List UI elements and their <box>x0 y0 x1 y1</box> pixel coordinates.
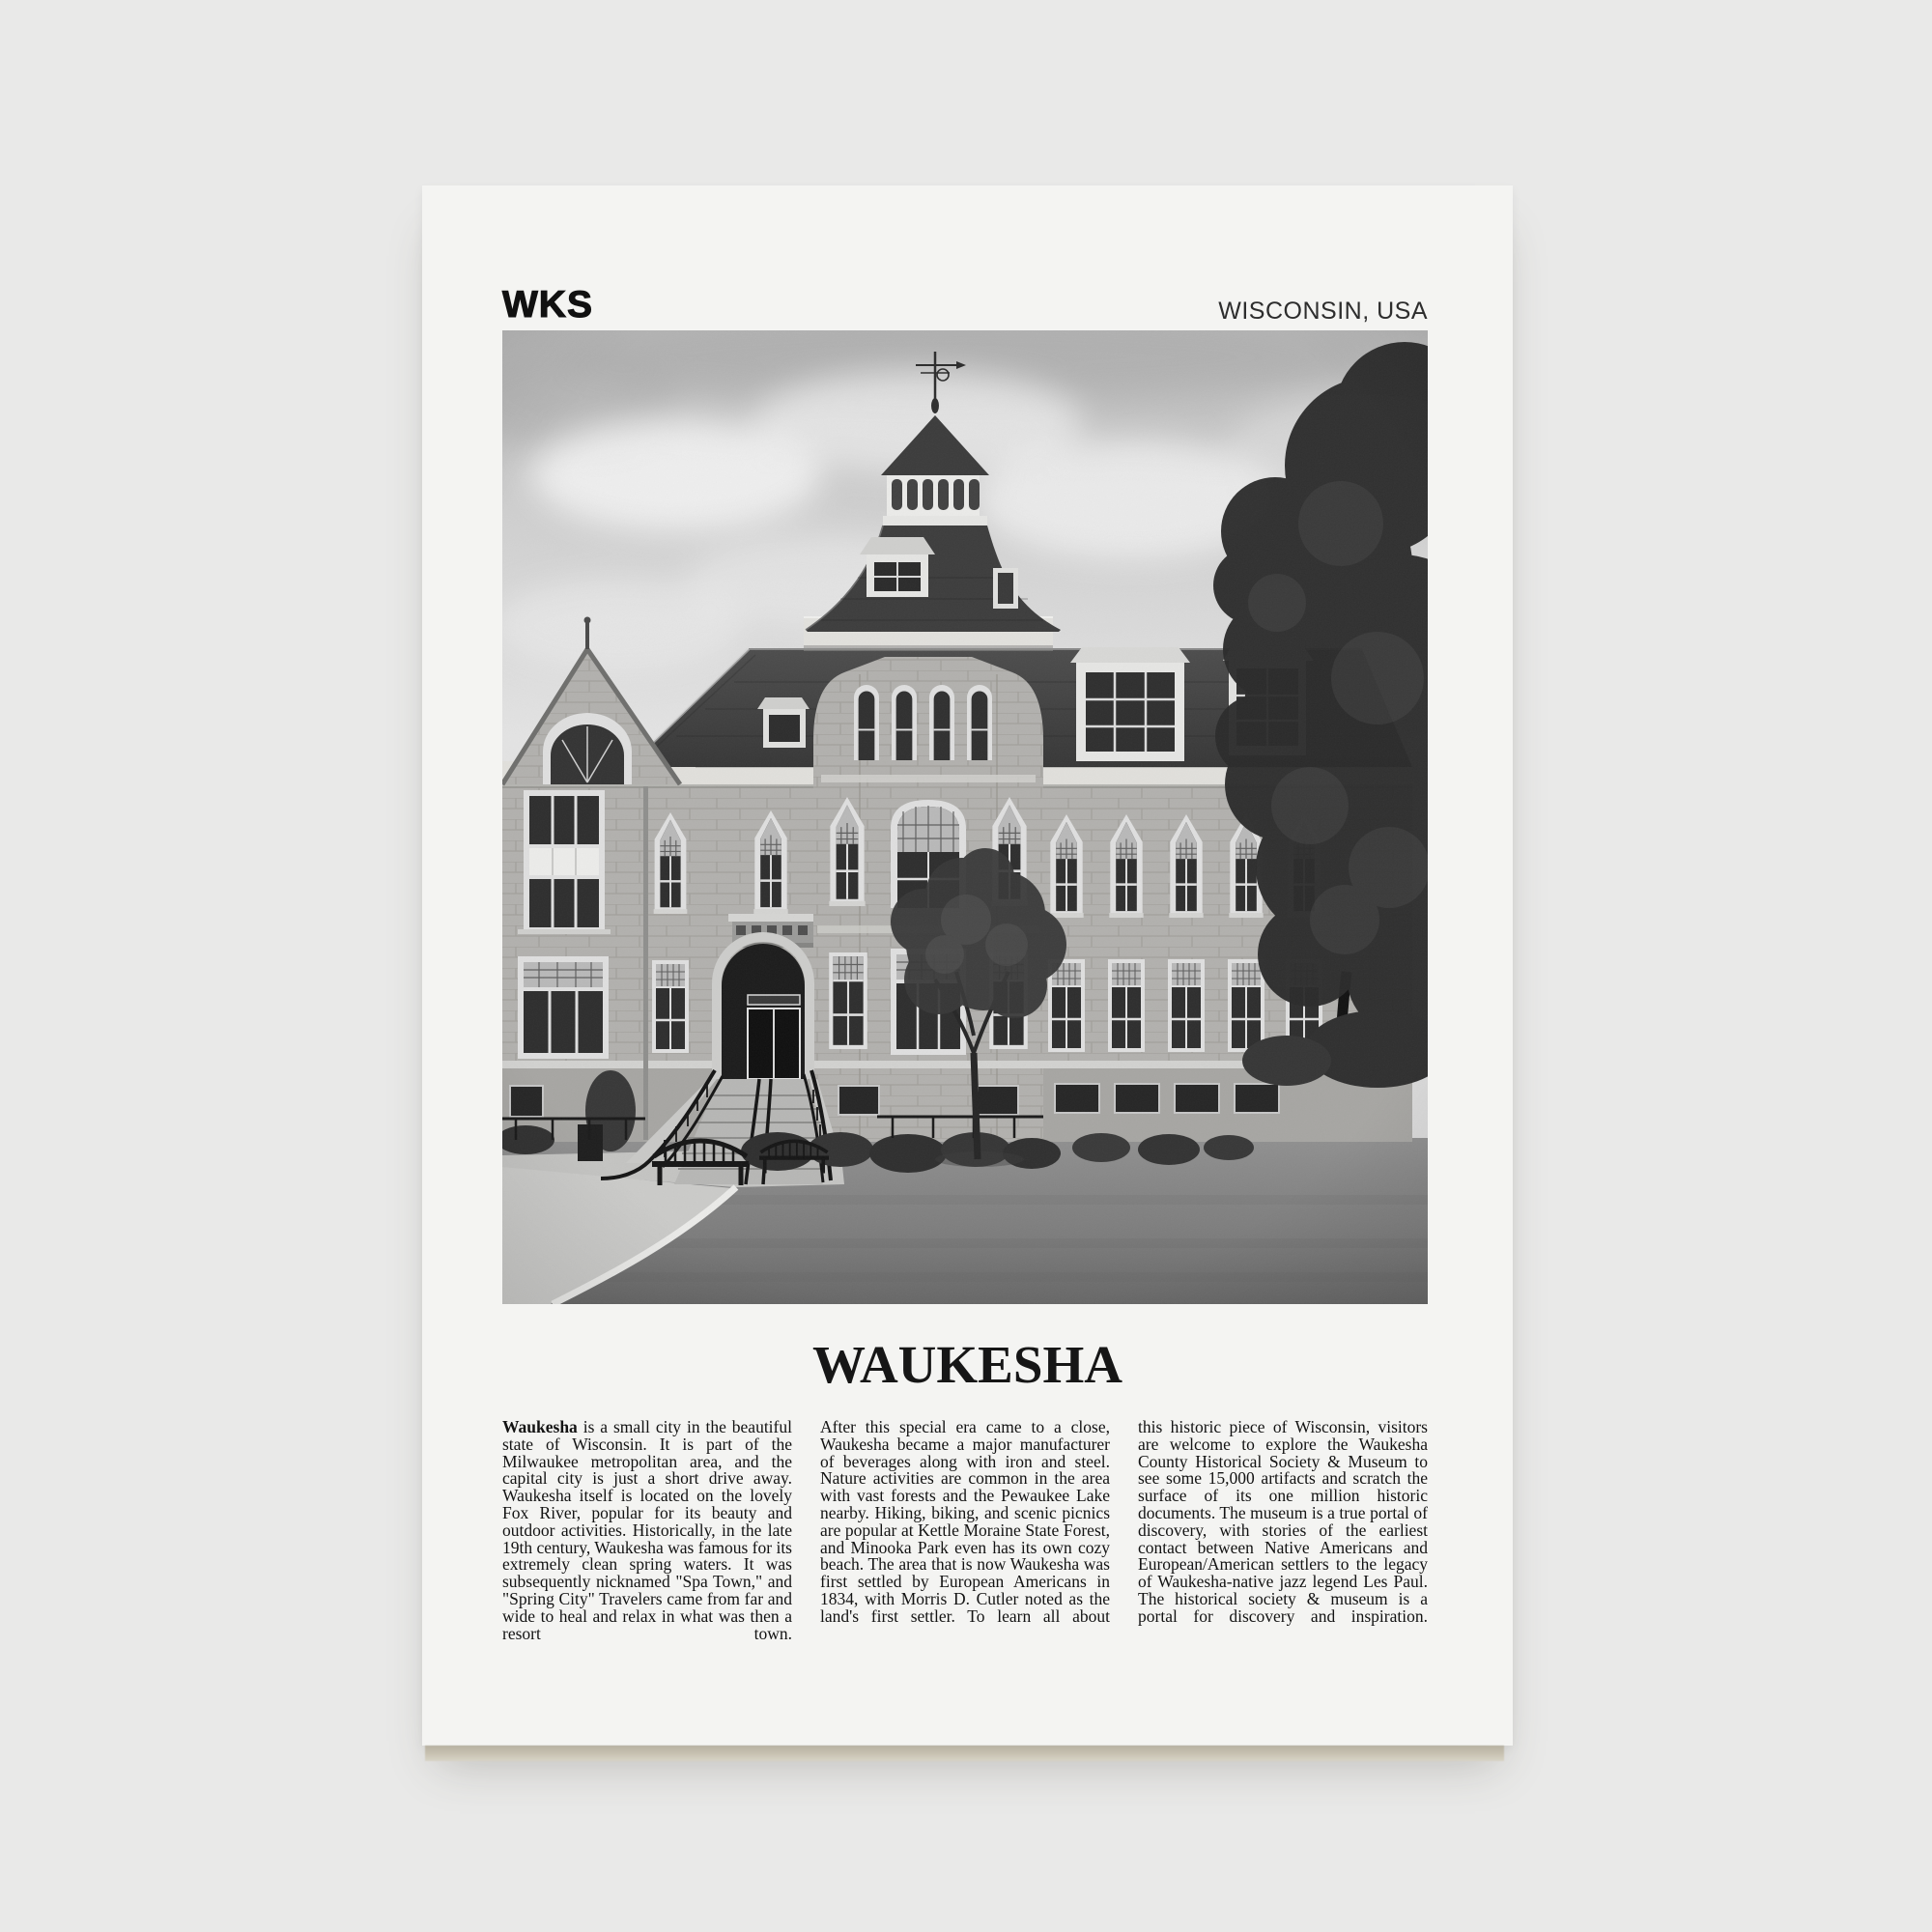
building-photo-svg <box>502 330 1428 1304</box>
body-column-1-text: is a small city in the beautiful state of Wisconsin. It is part of the Milwaukee metropolitan area, and the capital city is just a short drive away. Waukesha itself is located on the lovely Fox River, popular for its beauty and outdoor activities. Historically, in the late 19th century, Waukesha was famous for its extremely clean spring waters. It was subsequently nicknamed "Spa Town," and "Spring City" Travelers came from far and wide to heal and relax in what was then a resort town. <box>502 1417 792 1643</box>
lead-word: Waukesha <box>502 1417 578 1436</box>
travel-poster <box>422 185 1513 1746</box>
poster-logo: WKS <box>502 284 593 326</box>
body-columns <box>502 1419 1428 1642</box>
body-column-3: this historic piece of Wisconsin, visitors are welcome to explore the Waukesha County Historical Society & Museum to see some 15,000 artifacts and scratch the surface of its one million historic documents. The museum is a true portal of discovery, with stories of the earliest contact between Native Americans and European/American settlers to the legacy of Waukesha-native jazz legend Les Paul. The historical society & museum is a portal for discovery and inspiration. <box>1138 1417 1428 1626</box>
body-column-1 <box>502 1419 792 1642</box>
poster-location: WISCONSIN, USA <box>1218 298 1428 325</box>
body-column-2: After this special era came to a close, Waukesha became a major manufacturer of beverages along with iron and steel. Nature activities are common in the area with vast forests and the Pewaukee Lake nearby. Hiking, biking, and scenic picnics are popular at Kettle Moraine State Forest, and Minooka Park even has its own cozy beach. The area that is now Waukesha was first settled by European Americans in 1834, with Morris D. Cutler noted as the land's first settler. To learn all about <box>820 1417 1110 1626</box>
building-photo <box>502 330 1428 1304</box>
poster-title: WAUKESHA <box>812 1335 1122 1394</box>
vignette <box>502 330 1428 1304</box>
